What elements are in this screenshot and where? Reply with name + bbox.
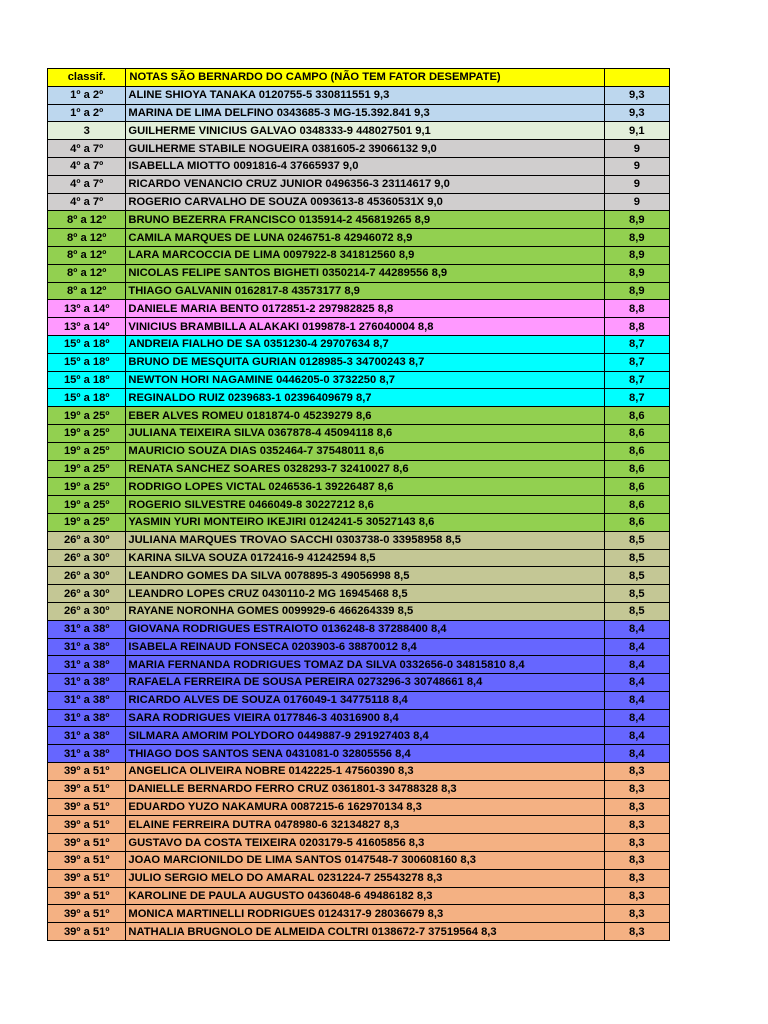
row-text-cell[interactable]: ALINE SHIOYA TANAKA 0120755-5 330811551 9,3: [126, 86, 604, 104]
row-classif-cell[interactable]: 8º a 12º: [48, 229, 126, 247]
row-grade-cell[interactable]: 8,3: [604, 780, 669, 798]
row-text-cell[interactable]: DANIELLE BERNARDO FERRO CRUZ 0361801-3 34788328 8,3: [126, 780, 604, 798]
row-grade-cell[interactable]: 8,5: [604, 549, 669, 567]
row-text-cell[interactable]: GUSTAVO DA COSTA TEIXEIRA 0203179-5 41605856 8,3: [126, 834, 604, 852]
row-classif-cell[interactable]: 31º a 38º: [48, 656, 126, 674]
row-grade-cell[interactable]: 8,3: [604, 887, 669, 905]
row-grade-cell[interactable]: 9: [604, 140, 669, 158]
row-grade-cell[interactable]: 8,7: [604, 335, 669, 353]
table-row: [48, 282, 670, 300]
grades-table: [47, 68, 670, 941]
table-row: [48, 834, 670, 852]
row-text-cell[interactable]: BRUNO BEZERRA FRANCISCO 0135914-2 456819265 8,9: [126, 211, 604, 229]
row-grade-cell[interactable]: 8,6: [604, 424, 669, 442]
row-text-cell[interactable]: THIAGO GALVANIN 0162817-8 43573177 8,9: [126, 282, 604, 300]
row-classif-cell[interactable]: 39º a 51º: [48, 869, 126, 887]
row-grade-cell[interactable]: 8,4: [604, 674, 669, 692]
row-classif-cell[interactable]: 39º a 51º: [48, 780, 126, 798]
row-text-cell[interactable]: ISABELLA MIOTTO 0091816-4 37665937 9,0: [126, 157, 604, 175]
row-grade-cell[interactable]: 8,9: [604, 282, 669, 300]
table-row: [48, 442, 670, 460]
table-row: [48, 709, 670, 727]
row-text-cell[interactable]: BRUNO DE MESQUITA GURIAN 0128985-3 34700243 8,7: [126, 353, 604, 371]
row-text-cell[interactable]: GUILHERME STABILE NOGUEIRA 0381605-2 39066132 9,0: [126, 140, 604, 158]
row-classif-cell[interactable]: 19º a 25º: [48, 442, 126, 460]
row-grade-cell[interactable]: 9: [604, 193, 669, 211]
row-classif-cell[interactable]: 31º a 38º: [48, 620, 126, 638]
row-classif-cell[interactable]: 26º a 30º: [48, 585, 126, 603]
row-grade-cell[interactable]: 8,9: [604, 264, 669, 282]
table-row: [48, 86, 670, 104]
table-row: [48, 620, 670, 638]
row-grade-cell[interactable]: 8,4: [604, 709, 669, 727]
row-grade-cell[interactable]: 8,6: [604, 460, 669, 478]
table-row: [48, 460, 670, 478]
table-row: [48, 780, 670, 798]
row-grade-cell[interactable]: 8,4: [604, 745, 669, 763]
row-grade-cell[interactable]: 8,4: [604, 727, 669, 745]
table-row: [48, 531, 670, 549]
row-grade-cell[interactable]: 8,3: [604, 852, 669, 870]
row-text-cell[interactable]: CAMILA MARQUES DE LUNA 0246751-8 42946072 8,9: [126, 229, 604, 247]
header-grade[interactable]: [604, 69, 669, 87]
row-grade-cell[interactable]: 8,4: [604, 656, 669, 674]
table-row: [48, 763, 670, 781]
row-grade-cell[interactable]: 8,5: [604, 585, 669, 603]
row-grade-cell[interactable]: 8,9: [604, 211, 669, 229]
row-classif-cell[interactable]: 39º a 51º: [48, 887, 126, 905]
row-grade-cell[interactable]: 8,3: [604, 798, 669, 816]
row-text-cell[interactable]: KAROLINE DE PAULA AUGUSTO 0436048-6 49486182 8,3: [126, 887, 604, 905]
row-classif-cell[interactable]: 13º a 14º: [48, 300, 126, 318]
row-classif-cell[interactable]: 15º a 18º: [48, 389, 126, 407]
row-classif-cell[interactable]: 39º a 51º: [48, 852, 126, 870]
row-text-cell[interactable]: RAYANE NORONHA GOMES 0099929-6 466264339 8,5: [126, 602, 604, 620]
row-classif-cell[interactable]: 19º a 25º: [48, 496, 126, 514]
row-classif-cell[interactable]: 39º a 51º: [48, 834, 126, 852]
table-row: [48, 478, 670, 496]
table-row: [48, 122, 670, 140]
row-text-cell[interactable]: ROGERIO CARVALHO DE SOUZA 0093613-8 45360531X 9,0: [126, 193, 604, 211]
table-row: [48, 335, 670, 353]
row-classif-cell[interactable]: 8º a 12º: [48, 211, 126, 229]
row-text-cell[interactable]: VINICIUS BRAMBILLA ALAKAKI 0199878-1 276040004 8,8: [126, 318, 604, 336]
table-row: [48, 602, 670, 620]
row-grade-cell[interactable]: 8,9: [604, 229, 669, 247]
row-text-cell[interactable]: YASMIN YURI MONTEIRO IKEJIRI 0124241-5 30527143 8,6: [126, 513, 604, 531]
row-classif-cell[interactable]: 15º a 18º: [48, 371, 126, 389]
table-row: [48, 585, 670, 603]
row-classif-cell[interactable]: 31º a 38º: [48, 745, 126, 763]
row-classif-cell[interactable]: 4º a 7º: [48, 157, 126, 175]
row-classif-cell[interactable]: 31º a 38º: [48, 638, 126, 656]
row-classif-cell[interactable]: 31º a 38º: [48, 691, 126, 709]
table-row: [48, 246, 670, 264]
row-text-cell[interactable]: SILMARA AMORIM POLYDORO 0449887-9 291927403 8,4: [126, 727, 604, 745]
row-classif-cell[interactable]: 39º a 51º: [48, 905, 126, 923]
row-classif-cell[interactable]: 39º a 51º: [48, 816, 126, 834]
row-classif-cell[interactable]: 19º a 25º: [48, 424, 126, 442]
row-classif-cell[interactable]: 8º a 12º: [48, 282, 126, 300]
row-text-cell[interactable]: GUILHERME VINICIUS GALVAO 0348333-9 448027501 9,1: [126, 122, 604, 140]
row-classif-cell[interactable]: 4º a 7º: [48, 140, 126, 158]
row-grade-cell[interactable]: 8,5: [604, 567, 669, 585]
row-classif-cell[interactable]: 39º a 51º: [48, 923, 126, 941]
row-text-cell[interactable]: MONICA MARTINELLI RODRIGUES 0124317-9 28036679 8,3: [126, 905, 604, 923]
table-row: [48, 193, 670, 211]
row-classif-cell[interactable]: 19º a 25º: [48, 478, 126, 496]
row-text-cell[interactable]: THIAGO DOS SANTOS SENA 0431081-0 32805556 8,4: [126, 745, 604, 763]
row-text-cell[interactable]: LEANDRO GOMES DA SILVA 0078895-3 49056998 8,5: [126, 567, 604, 585]
row-grade-cell[interactable]: 9,3: [604, 104, 669, 122]
row-grade-cell[interactable]: 8,4: [604, 691, 669, 709]
table-row: [48, 407, 670, 425]
table-row: [48, 157, 670, 175]
row-classif-cell[interactable]: 31º a 38º: [48, 727, 126, 745]
row-grade-cell[interactable]: 8,4: [604, 638, 669, 656]
row-classif-cell[interactable]: 19º a 25º: [48, 407, 126, 425]
table-row: [48, 300, 670, 318]
row-text-cell[interactable]: NEWTON HORI NAGAMINE 0446205-0 3732250 8,7: [126, 371, 604, 389]
row-classif-cell[interactable]: 4º a 7º: [48, 193, 126, 211]
table-header-row: [48, 69, 670, 87]
row-text-cell[interactable]: RAFAELA FERREIRA DE SOUSA PEREIRA 0273296-3 30748661 8,4: [126, 674, 604, 692]
table-row: [48, 923, 670, 941]
header-classif[interactable]: classif.: [48, 69, 126, 87]
table-row: [48, 656, 670, 674]
row-text-cell[interactable]: MAURICIO SOUZA DIAS 0352464-7 37548011 8,6: [126, 442, 604, 460]
row-classif-cell[interactable]: 39º a 51º: [48, 763, 126, 781]
row-classif-cell[interactable]: 8º a 12º: [48, 246, 126, 264]
row-grade-cell[interactable]: 8,3: [604, 923, 669, 941]
table-row: [48, 852, 670, 870]
row-text-cell[interactable]: DANIELE MARIA BENTO 0172851-2 297982825 8,8: [126, 300, 604, 318]
table-row: [48, 816, 670, 834]
row-text-cell[interactable]: REGINALDO RUIZ 0239683-1 02396409679 8,7: [126, 389, 604, 407]
table-row: [48, 549, 670, 567]
row-grade-cell[interactable]: 9,3: [604, 86, 669, 104]
table-row: [48, 905, 670, 923]
row-classif-cell[interactable]: 13º a 14º: [48, 318, 126, 336]
table-row: [48, 318, 670, 336]
row-classif-cell[interactable]: 26º a 30º: [48, 531, 126, 549]
row-text-cell[interactable]: ROGERIO SILVESTRE 0466049-8 30227212 8,6: [126, 496, 604, 514]
row-text-cell[interactable]: GIOVANA RODRIGUES ESTRAIOTO 0136248-8 37288400 8,4: [126, 620, 604, 638]
row-classif-cell[interactable]: 15º a 18º: [48, 353, 126, 371]
row-grade-cell[interactable]: 8,3: [604, 763, 669, 781]
table-row: [48, 229, 670, 247]
row-text-cell[interactable]: RICARDO ALVES DE SOUZA 0176049-1 34775118 8,4: [126, 691, 604, 709]
row-text-cell[interactable]: MARIA FERNANDA RODRIGUES TOMAZ DA SILVA 0332656-0 34815810 8,4: [126, 656, 604, 674]
table-row: [48, 211, 670, 229]
row-text-cell[interactable]: SARA RODRIGUES VIEIRA 0177846-3 40316900 8,4: [126, 709, 604, 727]
row-text-cell[interactable]: KARINA SILVA SOUZA 0172416-9 41242594 8,5: [126, 549, 604, 567]
table-row: [48, 745, 670, 763]
row-grade-cell[interactable]: 8,6: [604, 478, 669, 496]
table-row: [48, 887, 670, 905]
table-row: [48, 638, 670, 656]
row-text-cell[interactable]: RENATA SANCHEZ SOARES 0328293-7 32410027 8,6: [126, 460, 604, 478]
row-grade-cell[interactable]: 8,7: [604, 353, 669, 371]
row-classif-cell[interactable]: 15º a 18º: [48, 335, 126, 353]
row-text-cell[interactable]: EDUARDO YUZO NAKAMURA 0087215-6 162970134 8,3: [126, 798, 604, 816]
row-grade-cell[interactable]: 8,6: [604, 442, 669, 460]
row-text-cell[interactable]: LEANDRO LOPES CRUZ 0430110-2 MG 16945468 8,5: [126, 585, 604, 603]
table-row: [48, 353, 670, 371]
row-classif-cell[interactable]: 3: [48, 122, 126, 140]
row-classif-cell[interactable]: 8º a 12º: [48, 264, 126, 282]
table-row: [48, 674, 670, 692]
row-text-cell[interactable]: LARA MARCOCCIA DE LIMA 0097922-8 341812560 8,9: [126, 246, 604, 264]
row-text-cell[interactable]: JULIANA TEIXEIRA SILVA 0367878-4 45094118 8,6: [126, 424, 604, 442]
row-grade-cell[interactable]: 8,8: [604, 318, 669, 336]
row-grade-cell[interactable]: 8,7: [604, 389, 669, 407]
row-grade-cell[interactable]: 8,7: [604, 371, 669, 389]
row-text-cell[interactable]: ANGELICA OLIVEIRA NOBRE 0142225-1 47560390 8,3: [126, 763, 604, 781]
header-title[interactable]: NOTAS SÃO BERNARDO DO CAMPO (NÃO TEM FATOR DESEMPATE): [126, 69, 604, 87]
row-grade-cell[interactable]: 8,8: [604, 300, 669, 318]
row-grade-cell[interactable]: 8,4: [604, 620, 669, 638]
row-classif-cell[interactable]: 31º a 38º: [48, 674, 126, 692]
row-grade-cell[interactable]: 8,9: [604, 246, 669, 264]
row-classif-cell[interactable]: 19º a 25º: [48, 513, 126, 531]
table-row: [48, 389, 670, 407]
row-grade-cell[interactable]: 8,6: [604, 513, 669, 531]
row-grade-cell[interactable]: 8,3: [604, 834, 669, 852]
row-text-cell[interactable]: RODRIGO LOPES VICTAL 0246536-1 39226487 8,6: [126, 478, 604, 496]
table-row: [48, 424, 670, 442]
table-row: [48, 496, 670, 514]
row-text-cell[interactable]: JULIANA MARQUES TROVAO SACCHI 0303738-0 33958958 8,5: [126, 531, 604, 549]
table-row: [48, 175, 670, 193]
row-grade-cell[interactable]: 8,5: [604, 602, 669, 620]
row-classif-cell[interactable]: 39º a 51º: [48, 798, 126, 816]
row-grade-cell[interactable]: 8,3: [604, 816, 669, 834]
row-text-cell[interactable]: ANDREIA FIALHO DE SA 0351230-4 29707634 8,7: [126, 335, 604, 353]
row-classif-cell[interactable]: 1º a 2º: [48, 86, 126, 104]
table-row: [48, 727, 670, 745]
row-text-cell[interactable]: NATHALIA BRUGNOLO DE ALMEIDA COLTRI 0138672-7 37519564 8,3: [126, 923, 604, 941]
table-row: [48, 264, 670, 282]
row-classif-cell[interactable]: 26º a 30º: [48, 567, 126, 585]
row-grade-cell[interactable]: 8,3: [604, 869, 669, 887]
table-row: [48, 691, 670, 709]
row-text-cell[interactable]: EBER ALVES ROMEU 0181874-0 45239279 8,6: [126, 407, 604, 425]
row-grade-cell[interactable]: 8,3: [604, 905, 669, 923]
row-grade-cell[interactable]: 8,5: [604, 531, 669, 549]
grades-table-body: [48, 69, 670, 941]
row-classif-cell[interactable]: 31º a 38º: [48, 709, 126, 727]
row-text-cell[interactable]: RICARDO VENANCIO CRUZ JUNIOR 0496356-3 23114617 9,0: [126, 175, 604, 193]
row-text-cell[interactable]: MARINA DE LIMA DELFINO 0343685-3 MG-15.392.841 9,3: [126, 104, 604, 122]
row-text-cell[interactable]: ELAINE FERREIRA DUTRA 0478980-6 32134827 8,3: [126, 816, 604, 834]
row-text-cell[interactable]: JULIO SERGIO MELO DO AMARAL 0231224-7 25543278 8,3: [126, 869, 604, 887]
table-row: [48, 869, 670, 887]
row-text-cell[interactable]: ISABELA REINAUD FONSECA 0203903-6 38870012 8,4: [126, 638, 604, 656]
row-classif-cell[interactable]: 1º a 2º: [48, 104, 126, 122]
row-grade-cell[interactable]: 9: [604, 157, 669, 175]
row-grade-cell[interactable]: 8,6: [604, 407, 669, 425]
row-grade-cell[interactable]: 9: [604, 175, 669, 193]
table-row: [48, 513, 670, 531]
row-classif-cell[interactable]: 19º a 25º: [48, 460, 126, 478]
row-classif-cell[interactable]: 4º a 7º: [48, 175, 126, 193]
table-row: [48, 140, 670, 158]
table-row: [48, 104, 670, 122]
row-grade-cell[interactable]: 9,1: [604, 122, 669, 140]
row-classif-cell[interactable]: 26º a 30º: [48, 602, 126, 620]
row-text-cell[interactable]: JOAO MARCIONILDO DE LIMA SANTOS 0147548-7 300608160 8,3: [126, 852, 604, 870]
row-text-cell[interactable]: NICOLAS FELIPE SANTOS BIGHETI 0350214-7 44289556 8,9: [126, 264, 604, 282]
table-row: [48, 567, 670, 585]
row-classif-cell[interactable]: 26º a 30º: [48, 549, 126, 567]
row-grade-cell[interactable]: 8,6: [604, 496, 669, 514]
table-row: [48, 371, 670, 389]
table-row: [48, 798, 670, 816]
